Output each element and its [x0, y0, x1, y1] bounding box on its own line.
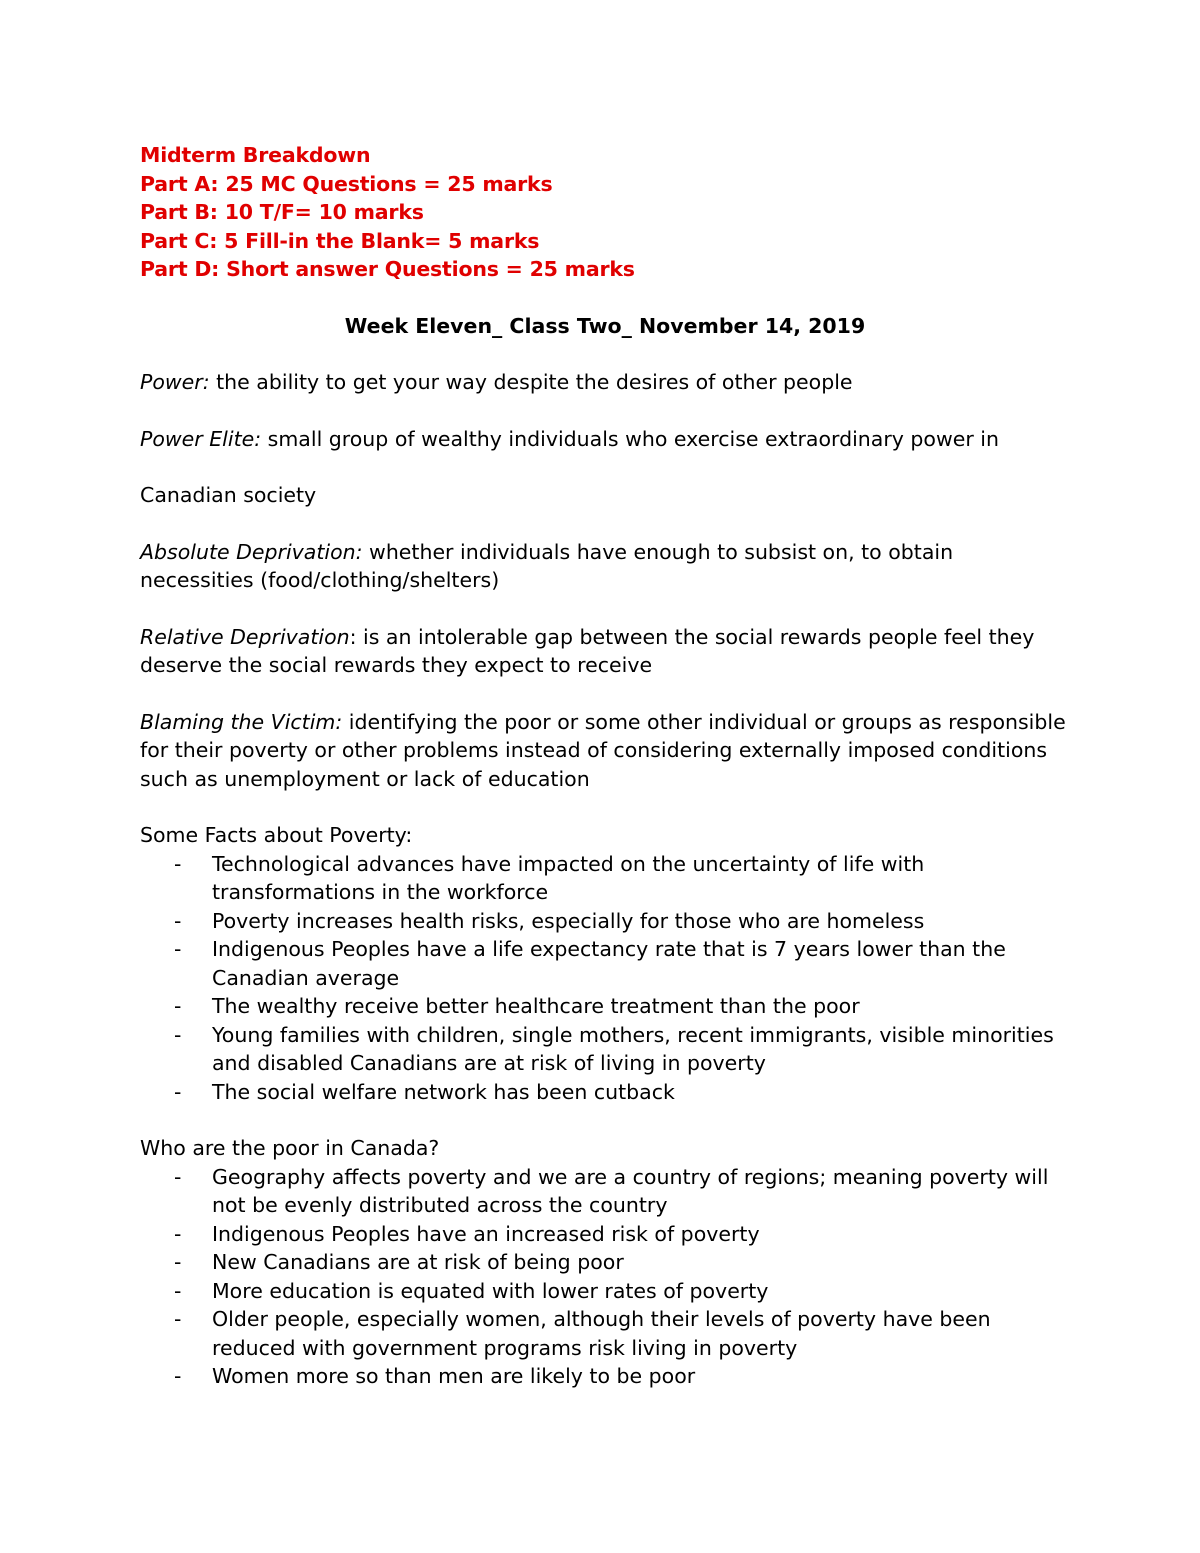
dash-bullet: -: [174, 1250, 182, 1274]
definition-power-elite-text: small group of wealthy individuals who exercise extraordinary power in: [261, 426, 999, 451]
facts-section: [140, 821, 1070, 1106]
poor-list: [140, 1163, 1070, 1391]
breakdown-part-a: Part A: 25 MC Questions = 25 marks: [140, 171, 553, 196]
dash-bullet: -: [174, 1022, 182, 1047]
list-item-text: The social welfare network has been cutback: [212, 1079, 675, 1104]
definition-relative-deprivation-text: : is an intolerable gap between the social rewards people feel they deserve the social rewards they expect to receive: [140, 624, 1035, 677]
list-item: [140, 1277, 1070, 1306]
breakdown-part-b: Part B: 10 T/F= 10 marks: [140, 200, 424, 224]
dash-bullet: -: [174, 1164, 182, 1189]
poor-section: [140, 1134, 1070, 1391]
week-heading: Week Eleven_ Class Two_ November 14, 2019: [344, 313, 866, 338]
list-item: [140, 935, 1070, 992]
list-item: [140, 1248, 1070, 1277]
list-item: [140, 1305, 1070, 1362]
list-item-text: Geography affects poverty and we are a country of regions; meaning poverty will not be evenly distributed across the country: [212, 1164, 1049, 1217]
list-item-text: Poverty increases health risks, especially for those who are homeless: [212, 908, 925, 933]
list-item-text: Technological advances have impacted on the uncertainty of life with transformations in the workforce: [212, 851, 925, 904]
list-item-text: Young families with children, single mothers, recent immigrants, visible minorities and disabled Canadians are at risk of living in poverty: [212, 1022, 1054, 1075]
definition-absolute-deprivation-text: whether individuals have enough to subsist on, to obtain necessities (food/clothing/shelters): [140, 539, 954, 592]
list-item-text: Women more so than men are likely to be poor: [212, 1364, 696, 1388]
list-item: [140, 1021, 1070, 1078]
term-absolute-deprivation: Absolute Deprivation:: [140, 539, 363, 564]
term-power-elite: Power Elite:: [140, 426, 262, 451]
list-item-text: More education is equated with lower rates of poverty: [212, 1278, 769, 1303]
dash-bullet: -: [174, 1307, 182, 1331]
list-item: [140, 1362, 1070, 1391]
term-relative-deprivation: Relative Deprivation: [140, 624, 350, 649]
dash-bullet: -: [174, 937, 182, 961]
dash-bullet: -: [174, 908, 182, 933]
list-item: [140, 1078, 1070, 1107]
midterm-breakdown: [140, 141, 1070, 284]
dash-bullet: -: [174, 994, 182, 1018]
breakdown-part-c: Part C: 5 Fill-in the Blank= 5 marks: [140, 228, 540, 253]
breakdown-part-d: Part D: Short answer Questions = 25 marks: [140, 257, 635, 281]
list-item: [140, 850, 1070, 907]
dash-bullet: -: [174, 1278, 182, 1303]
facts-list: [140, 850, 1070, 1107]
list-item-text: The wealthy receive better healthcare treatment than the poor: [212, 994, 860, 1018]
dash-bullet: -: [174, 1364, 182, 1388]
definition-blaming-the-victim-text: identifying the poor or some other individual or groups as responsible for their poverty or other problems instead of considering externally imposed conditions such as unemployment or lack of education: [140, 709, 1066, 791]
term-blaming-the-victim: Blaming the Victim:: [140, 709, 343, 734]
dash-bullet: -: [174, 1079, 182, 1104]
list-item-text: Indigenous Peoples have an increased risk of poverty: [212, 1221, 760, 1246]
list-item-text: New Canadians are at risk of being poor: [212, 1250, 624, 1274]
definition-power-elite-continued: Canadian society: [140, 483, 317, 507]
list-item-text: Indigenous Peoples have a life expectancy rate that is 7 years lower than the Canadian average: [212, 937, 1006, 990]
poor-title: Who are the poor in Canada?: [140, 1136, 440, 1160]
list-item: [140, 992, 1070, 1021]
definition-blaming-the-victim: [140, 708, 1070, 794]
definition-absolute-deprivation: [140, 538, 1070, 595]
list-item: [140, 1220, 1070, 1249]
definition-power-elite: [140, 425, 1070, 454]
dash-bullet: -: [174, 851, 182, 876]
breakdown-title: Midterm Breakdown: [140, 143, 371, 167]
list-item: [140, 907, 1070, 936]
definition-power: [140, 368, 1070, 397]
list-item-text: Older people, especially women, although their levels of poverty have been reduced with government programs risk living in poverty: [212, 1307, 991, 1360]
term-power: Power:: [140, 370, 210, 394]
facts-title: Some Facts about Poverty:: [140, 823, 413, 847]
dash-bullet: -: [174, 1221, 182, 1246]
definition-relative-deprivation: [140, 623, 1070, 680]
list-item: [140, 1163, 1070, 1220]
definition-power-text: the ability to get your way despite the desires of other people: [209, 370, 853, 394]
document-body: [140, 141, 1070, 1391]
